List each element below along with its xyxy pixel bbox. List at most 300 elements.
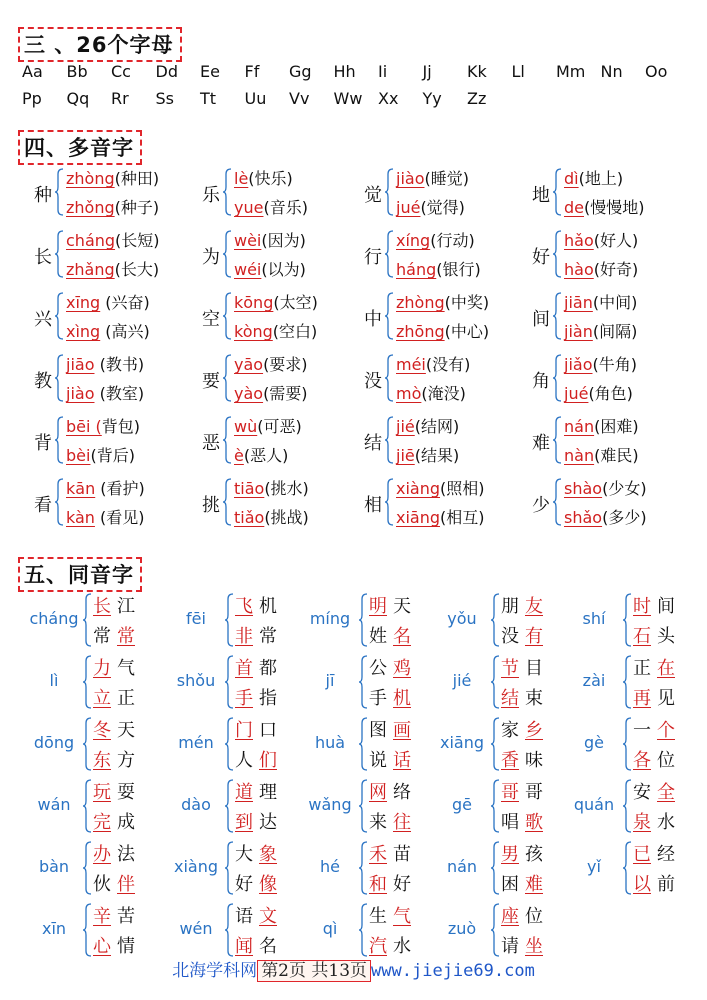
- reading-2: [66, 195, 159, 218]
- homophone-char: 完: [93, 812, 111, 833]
- word-1: [90, 592, 138, 618]
- reading-2: [564, 505, 647, 528]
- homophone-char: 请: [501, 936, 519, 957]
- homophone-char: 和: [369, 874, 387, 895]
- homophone-char: 办: [93, 844, 111, 865]
- example-word: (照相): [440, 479, 485, 498]
- example-word: (牛角): [592, 355, 637, 374]
- brace-icon: [552, 168, 562, 216]
- homophone-char: 在: [657, 658, 675, 679]
- word-2: [498, 746, 546, 772]
- pinyin: jué: [396, 198, 421, 217]
- brace-icon: [384, 292, 394, 340]
- homophone-char: 明: [369, 596, 387, 617]
- reading-1: [396, 228, 475, 251]
- polyphone-entry: [192, 290, 360, 346]
- homophone-char: 苗: [393, 844, 411, 865]
- homophone-char: 正: [117, 688, 135, 709]
- homophone-char: 节: [501, 658, 519, 679]
- homophone-char: 门: [235, 720, 253, 741]
- homophone-pinyin: jī: [325, 671, 335, 690]
- word-2: [630, 808, 678, 834]
- word-1: [630, 592, 678, 618]
- homophone-char: 时: [633, 596, 651, 617]
- word-1: [90, 902, 138, 928]
- reading-1: [66, 166, 159, 189]
- homophone-pinyin: dào: [181, 795, 211, 814]
- homophone-char: 歌: [525, 812, 543, 833]
- homophone-pinyin: wǎng: [308, 795, 352, 814]
- reading-2: [564, 319, 637, 342]
- reading-1: [564, 476, 647, 499]
- word-2: [498, 684, 546, 710]
- pinyin: tiāo: [234, 479, 265, 498]
- polyphone-entry: [522, 228, 690, 284]
- letter-pair: Aa: [22, 62, 43, 81]
- word-2: [498, 932, 546, 958]
- letter-pair: Bb: [66, 62, 88, 81]
- reading-2: [396, 319, 489, 342]
- homophone-char: 经: [657, 844, 675, 865]
- letter-pair: Pp: [22, 89, 42, 108]
- word-2: [232, 932, 280, 958]
- pinyin: jiàn: [564, 322, 593, 341]
- word-1: [90, 716, 138, 742]
- letter-pair: Qq: [66, 89, 90, 108]
- homophone-pinyin: xiāng: [439, 733, 484, 752]
- homophone-char: 伴: [117, 874, 135, 895]
- reading-2: [234, 505, 309, 528]
- homophone-char: 耍: [117, 782, 135, 803]
- word-1: [498, 592, 546, 618]
- word-1: [366, 902, 414, 928]
- polyphone-entry: [354, 414, 522, 470]
- homophone-pinyin: huà: [314, 733, 346, 752]
- letter-pair: Yy: [422, 89, 442, 108]
- homophone-entry: [22, 776, 162, 838]
- letter-pair: Hh: [333, 62, 356, 81]
- homophone-pinyin: mén: [178, 733, 214, 752]
- homophone-pinyin: jié: [452, 671, 472, 690]
- example-word: (挑水): [264, 479, 309, 498]
- brace-icon: [222, 292, 232, 340]
- pinyin: jiǎo: [564, 355, 593, 374]
- pinyin: jié: [396, 417, 415, 436]
- reading-1: [396, 476, 485, 499]
- word-2: [90, 808, 138, 834]
- word-2: [498, 622, 546, 648]
- pinyin: shǎo: [564, 508, 603, 527]
- homophone-entry: [430, 838, 570, 900]
- example-word: (结网): [414, 417, 460, 436]
- pinyin: yào: [234, 384, 264, 403]
- reading-1: [66, 476, 145, 499]
- homophone-char: 位: [525, 906, 543, 927]
- example-word: (角色): [588, 384, 633, 403]
- brace-icon: [552, 478, 562, 526]
- homophone-char: 往: [393, 812, 411, 833]
- letter-pair: Ee: [200, 62, 220, 81]
- homophone-entry: [562, 590, 702, 652]
- brace-icon: [54, 354, 64, 402]
- example-word: (中心): [444, 322, 490, 341]
- homophone-pinyin: yǒu: [447, 609, 477, 628]
- homophone-pinyin: dōng: [33, 733, 75, 752]
- pinyin: jiē: [396, 446, 415, 465]
- homophone-entry: [430, 900, 570, 962]
- homophone-pinyin: gē: [452, 795, 472, 814]
- pinyin: bèi: [66, 446, 91, 465]
- example-word: (需要): [263, 384, 308, 403]
- example-word: (睡觉): [424, 169, 469, 188]
- word-1: [498, 778, 546, 804]
- word-2: [232, 808, 280, 834]
- word-1: [498, 716, 546, 742]
- pinyin: kàn: [66, 508, 95, 527]
- homophone-char: 难: [525, 874, 543, 895]
- polyphone-entry: [522, 290, 690, 346]
- reading-1: [564, 414, 639, 437]
- polyphone-entry: [354, 166, 522, 222]
- polyphone-entry: [522, 352, 690, 408]
- pinyin: hào: [564, 260, 594, 279]
- homophone-char: 头: [657, 626, 675, 647]
- reading-2: [396, 195, 465, 218]
- reading-1: [564, 228, 638, 251]
- example-word: (中间): [592, 293, 638, 312]
- pinyin: dì: [564, 169, 579, 188]
- pinyin: zhòng: [396, 293, 445, 312]
- word-2: [90, 622, 138, 648]
- word-2: [366, 622, 414, 648]
- homophone-char: 力: [93, 658, 111, 679]
- homophone-entry: [164, 714, 304, 776]
- homophone-char: 间: [657, 596, 675, 617]
- homophone-char: 语: [235, 906, 253, 927]
- homophone-entry: [562, 652, 702, 714]
- footer-page-number: 第2页 共13页: [257, 960, 371, 982]
- homophone-char: 气: [393, 906, 411, 927]
- homophone-char: 前: [657, 874, 675, 895]
- polyphone-char: 没: [364, 371, 382, 392]
- homophone-entry: [562, 776, 702, 838]
- example-word: (可恶): [257, 417, 302, 436]
- pinyin: wù: [234, 417, 258, 436]
- homophone-pinyin: shǒu: [176, 671, 216, 690]
- word-1: [232, 778, 280, 804]
- pinyin: hǎo: [564, 231, 594, 250]
- homophone-char: 天: [117, 720, 135, 741]
- brace-icon: [552, 292, 562, 340]
- homophone-char: 络: [393, 782, 411, 803]
- letter-pair: Jj: [422, 62, 432, 81]
- brace-icon: [384, 230, 394, 278]
- pinyin: zhòng: [66, 169, 115, 188]
- example-word: (空白): [272, 322, 318, 341]
- word-2: [366, 932, 414, 958]
- homophone-char: 首: [235, 658, 253, 679]
- reading-1: [564, 166, 623, 189]
- homophone-char: 说: [369, 750, 387, 771]
- pinyin: mò: [396, 384, 422, 403]
- letter-pair: Gg: [289, 62, 312, 81]
- footer-url[interactable]: www.jiejie69.com: [371, 961, 535, 981]
- word-1: [366, 654, 414, 680]
- homophone-pinyin: lì: [49, 671, 59, 690]
- example-word: (行动): [430, 231, 475, 250]
- polyphone-char: 中: [364, 309, 382, 330]
- homophone-char: 飞: [235, 596, 253, 617]
- homophone-char: 法: [117, 844, 135, 865]
- letter-pair: Ii: [378, 62, 388, 81]
- homophone-char: 鸡: [393, 658, 411, 679]
- homophone-char: 都: [259, 658, 277, 679]
- homophone-char: 友: [525, 596, 543, 617]
- brace-icon: [54, 168, 64, 216]
- homophone-char: 气: [117, 658, 135, 679]
- polyphone-char: 觉: [364, 185, 382, 206]
- example-word: (好奇): [593, 260, 639, 279]
- word-1: [366, 778, 414, 804]
- homophone-pinyin: shí: [582, 609, 606, 628]
- pinyin: shào: [564, 479, 603, 498]
- homophone-char: 个: [657, 720, 675, 741]
- example-word: (少女): [602, 479, 647, 498]
- word-2: [232, 622, 280, 648]
- reading-2: [66, 257, 159, 280]
- polyphone-char: 行: [364, 247, 382, 268]
- word-2: [498, 808, 546, 834]
- homophone-char: 泉: [633, 812, 651, 833]
- letter-pair: Uu: [244, 89, 267, 108]
- brace-icon: [222, 478, 232, 526]
- pinyin: zhōng: [396, 322, 445, 341]
- pinyin: è: [234, 446, 244, 465]
- example-word: (兴奋): [100, 293, 150, 312]
- polyphone-char: 挑: [202, 495, 220, 516]
- homophone-char: 到: [235, 812, 253, 833]
- reading-2: [396, 505, 485, 528]
- polyphone-char: 好: [532, 247, 550, 268]
- homophone-char: 情: [117, 936, 135, 957]
- polyphone-entry: [24, 476, 192, 532]
- homophone-pinyin: nán: [446, 857, 478, 876]
- homophone-pinyin: xīn: [41, 919, 67, 938]
- homophone-char: 朋: [501, 596, 519, 617]
- homophone-char: 有: [525, 626, 543, 647]
- homophone-char: 名: [259, 936, 277, 957]
- example-word: (结果): [414, 446, 460, 465]
- homophone-char: 男: [501, 844, 519, 865]
- word-1: [90, 778, 138, 804]
- homophone-entry: [164, 590, 304, 652]
- word-2: [232, 870, 280, 896]
- reading-1: [234, 476, 309, 499]
- brace-icon: [54, 416, 64, 464]
- example-word: (地上): [578, 169, 624, 188]
- word-1: [232, 840, 280, 866]
- homophone-char: 束: [525, 688, 543, 709]
- polyphone-char: 空: [202, 309, 220, 330]
- example-word: (觉得): [420, 198, 465, 217]
- reading-1: [234, 290, 318, 313]
- reading-2: [564, 443, 639, 466]
- homophone-entry: [430, 776, 570, 838]
- brace-icon: [384, 168, 394, 216]
- word-2: [90, 684, 138, 710]
- homophone-entry: [164, 652, 304, 714]
- homophone-entry: [562, 838, 702, 900]
- letter-pair: Rr: [111, 89, 129, 108]
- homophone-char: 网: [369, 782, 387, 803]
- polyphone-char: 结: [364, 433, 382, 454]
- letter-pair: Oo: [645, 62, 668, 81]
- word-1: [366, 840, 414, 866]
- word-1: [90, 654, 138, 680]
- pinyin: zhǎng: [66, 260, 115, 279]
- homophone-pinyin: bàn: [38, 857, 70, 876]
- homophone-char: 东: [93, 750, 111, 771]
- homophone-char: 水: [393, 936, 411, 957]
- word-1: [232, 654, 280, 680]
- letter-pair: Vv: [289, 89, 310, 108]
- homophone-entry: [164, 838, 304, 900]
- polyphone-entry: [192, 228, 360, 284]
- homophone-char: 伙: [93, 874, 111, 895]
- letter-pair: Cc: [111, 62, 131, 81]
- homophone-char: 已: [633, 844, 651, 865]
- polyphone-entry: [24, 414, 192, 470]
- reading-1: [234, 166, 293, 189]
- pinyin: kōng: [234, 293, 274, 312]
- homophone-char: 水: [657, 812, 675, 833]
- example-word: (教室): [94, 384, 145, 403]
- homophone-char: 生: [369, 906, 387, 927]
- homophone-char: 石: [633, 626, 651, 647]
- polyphone-char: 角: [532, 371, 550, 392]
- homophone-pinyin: wán: [37, 795, 71, 814]
- pinyin: zhǒng: [66, 198, 115, 217]
- polyphone-char: 恶: [202, 433, 220, 454]
- homophone-char: 见: [657, 688, 675, 709]
- polyphone-entry: [354, 352, 522, 408]
- reading-2: [234, 257, 306, 280]
- pinyin: wèi: [234, 231, 262, 250]
- word-2: [232, 746, 280, 772]
- reading-2: [66, 505, 145, 528]
- homophone-entry: [22, 900, 162, 962]
- homophone-entry: [22, 652, 162, 714]
- reading-2: [234, 381, 308, 404]
- word-1: [498, 902, 546, 928]
- letter-pair: Mm: [556, 62, 586, 81]
- example-word: (高兴): [100, 322, 150, 341]
- word-2: [630, 746, 678, 772]
- homophone-char: 立: [93, 688, 111, 709]
- homophone-pinyin: fēi: [186, 609, 206, 628]
- reading-2: [234, 195, 308, 218]
- polyphone-char: 间: [532, 309, 550, 330]
- brace-icon: [384, 416, 394, 464]
- homophone-char: 成: [117, 812, 135, 833]
- homophone-char: 口: [259, 720, 277, 741]
- polyphone-char: 背: [34, 433, 52, 454]
- polyphone-entry: [522, 414, 690, 470]
- homophone-char: 座: [501, 906, 519, 927]
- word-1: [498, 840, 546, 866]
- pinyin: lè: [234, 169, 249, 188]
- reading-1: [66, 414, 140, 437]
- pinyin: méi: [396, 355, 426, 374]
- homophone-char: 理: [259, 782, 277, 803]
- letter-pair: Ss: [155, 89, 174, 108]
- homophone-pinyin: gè: [584, 733, 604, 752]
- word-2: [90, 746, 138, 772]
- letter-pair: Nn: [600, 62, 623, 81]
- word-2: [90, 870, 138, 896]
- letter-pair: Zz: [467, 89, 487, 108]
- example-word: (以为): [261, 260, 306, 279]
- polyphone-entry: [24, 352, 192, 408]
- homophone-char: 好: [235, 874, 253, 895]
- pinyin: xìng: [66, 322, 101, 341]
- polyphone-entry: [192, 476, 360, 532]
- example-word: (多少): [602, 508, 647, 527]
- polyphone-char: 种: [34, 185, 52, 206]
- example-word: (看见): [94, 508, 145, 527]
- homophone-pinyin: yǐ: [587, 857, 601, 876]
- brace-icon: [552, 354, 562, 402]
- polyphone-entry: [24, 290, 192, 346]
- homophone-char: 结: [501, 688, 519, 709]
- pinyin: bēi (: [66, 417, 102, 436]
- polyphone-char: 相: [364, 495, 382, 516]
- pinyin: nàn: [564, 446, 595, 465]
- homophone-pinyin: hé: [320, 857, 340, 876]
- letter-pair: Ll: [511, 62, 525, 81]
- reading-1: [564, 290, 637, 313]
- pinyin: jiào: [66, 384, 95, 403]
- pinyin: tiǎo: [234, 508, 265, 527]
- reading-2: [234, 443, 288, 466]
- reading-1: [396, 414, 459, 437]
- reading-1: [66, 228, 160, 251]
- homophone-char: 以: [633, 874, 651, 895]
- brace-icon: [54, 292, 64, 340]
- word-1: [630, 654, 678, 680]
- example-word: (没有): [425, 355, 471, 374]
- reading-2: [396, 443, 459, 466]
- reading-1: [66, 290, 150, 313]
- brace-icon: [222, 354, 232, 402]
- homophone-char: 手: [235, 688, 253, 709]
- homophone-char: 人: [235, 750, 253, 771]
- pinyin: yue: [234, 198, 264, 217]
- word-1: [90, 840, 138, 866]
- polyphone-entry: [522, 166, 690, 222]
- pinyin: jiào: [396, 169, 425, 188]
- pinyin: xīng: [66, 293, 101, 312]
- homophone-entry: [298, 900, 438, 962]
- pinyin: yāo: [234, 355, 264, 374]
- homophone-char: 一: [633, 720, 651, 741]
- example-word: (相互): [440, 508, 485, 527]
- homophone-char: 道: [235, 782, 253, 803]
- homophone-pinyin: míng: [309, 609, 351, 628]
- example-word: (淹没): [421, 384, 466, 403]
- homophone-char: 大: [235, 844, 253, 865]
- polyphone-entry: [192, 352, 360, 408]
